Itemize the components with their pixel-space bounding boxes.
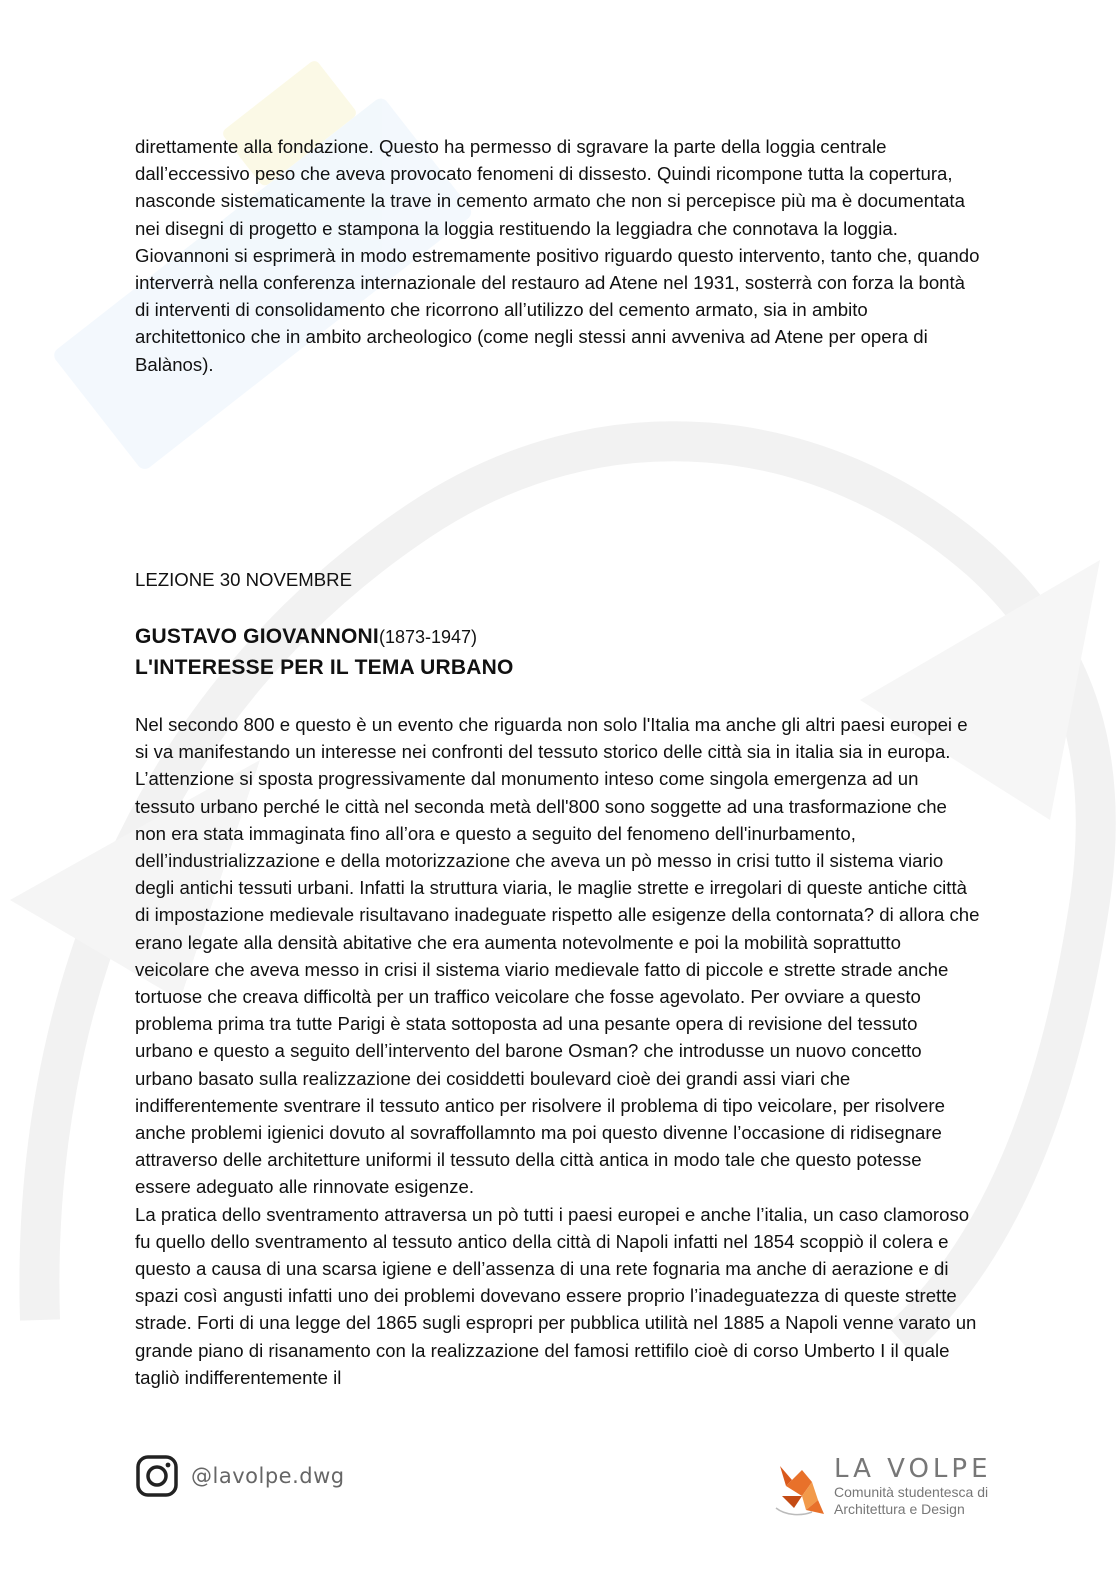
body-paragraph-1: Nel secondo 800 e questo è un evento che riguarda non solo l'Italia ma anche gli altri paesi europei e si va manifestando un interesse nei confronti del tessuto storico delle città sia in italia sia in europa. L’attenzione si sposta progressivamente dal monumento inteso come singola emergenza ad un tessuto urbano perché le città nel seconda metà dell'800 sono soggette ad una trasformazione che non era stata immaginata fino all’ora e questo a seguito del fenomeno dell'inurbamento, dell’industrializzazione e della motorizzazione che aveva un pò messo in crisi tutto il sistema viario degli antichi tessuti urbani. Infatti la struttura viaria, le maglie strette e irregolari di queste antiche città di impostazione medievale risultavano inadeguate rispetto alle esigenze della contornata? di allora che erano legate alla densità abitative che era aumenta notevolmente e poi la mobilità soprattutto veicolare che aveva messo in crisi il sistema viario medievale fatto di piccole e strette strade anche tortuose che creava difficoltà per un traffico veicolare che fosse agevolato. Per ovviare a questo problema prima tra tutte Parigi è stata sottoposta ad una pesante opera di revisione del tessuto urbano e questo a seguito dell’intervento del barone Osman? che introdusse un nuovo concetto urbano basato sulla realizzazione dei cosiddetti boulevard cioè dei grandi assi viari che indifferentemente sventrare il tessuto antico per risolvere il problema di tipo veicolare, per risolvere anche problemi igienici dovuto al sovraffollamnto ma poi questo divenne l’occasione di ridisegnare attraverso delle architetture uniformi il tessuto della città antica in modo tale che questo potesse essere adeguato alle rinnovate esigenze. (135, 714, 980, 1198)
section-heading (135, 622, 980, 680)
heading-subtitle: L'INTERESSE PER IL TEMA URBANO (135, 656, 514, 679)
brand-tagline-1: Comunità studentesca di (834, 1484, 989, 1500)
body-paragraph-2: La pratica dello sventramento attraversa un pò tutti i paesi europei e anche l’italia, un caso clamoroso fu quello dello sventramento al tessuto antico della città di Napoli infatti nel 1854 scoppiò il colera e questo a causa di una scarsa igiene e dell’assenza di una rete fognaria ma anche di aerazione e di spazi così angusti infatti uno dei problemi dovevano essere proprio l’inadeguatezza di queste strette strade. Forti di una legge del 1865 sugli espropri per pubblica utilità nel 1885 a Napoli venne varato un grande piano di risanamento con la realizzazione del famosi rettifilo cioè di corso Umberto I il quale tagliò indifferentemente il (135, 1203, 977, 1388)
lesson-label: LEZIONE 30 NOVEMBRE (135, 569, 352, 590)
brand-tagline-2: Architettura e Design (834, 1501, 965, 1517)
main-text-block (135, 711, 980, 1391)
heading-name: GUSTAVO GIOVANNONI (135, 625, 379, 648)
la-volpe-logo (772, 1454, 1012, 1524)
intro-paragraph: direttamente alla fondazione. Questo ha permesso di sgravare la parte della loggia centrale dall’eccessivo peso che aveva provocato fenomeni di dissesto. Quindi ricompone tutta la copertura, nasconde sistematicamente la trave in cemento armato che non si percepisce più ma è documentata nei disegni di progetto e stampona la loggia restituendo la leggiadra che connotava la loggia. Giovannoni si esprimerà in modo estremamente positivo riguardo questo intervento, tanto che, quando interverrà nella conferenza internazionale del restauro ad Atene nel 1931, sosterrà con forza la bontà di interventi di consolidamento che ricorrono all’utilizzo del cemento armato, sia in ambito architettonico che in ambito archeologico (come negli stessi anni avveniva ad Atene per opera di Balànos). (135, 136, 980, 375)
top-text-block (135, 133, 980, 378)
brand-name: LA VOLPE (834, 1454, 992, 1484)
footer-instagram[interactable] (135, 1454, 345, 1498)
fox-icon (772, 1456, 830, 1518)
heading-years: (1873-1947) (378, 627, 478, 647)
instagram-icon[interactable] (135, 1454, 179, 1498)
instagram-handle[interactable]: @lavolpe.dwg (191, 1464, 345, 1488)
